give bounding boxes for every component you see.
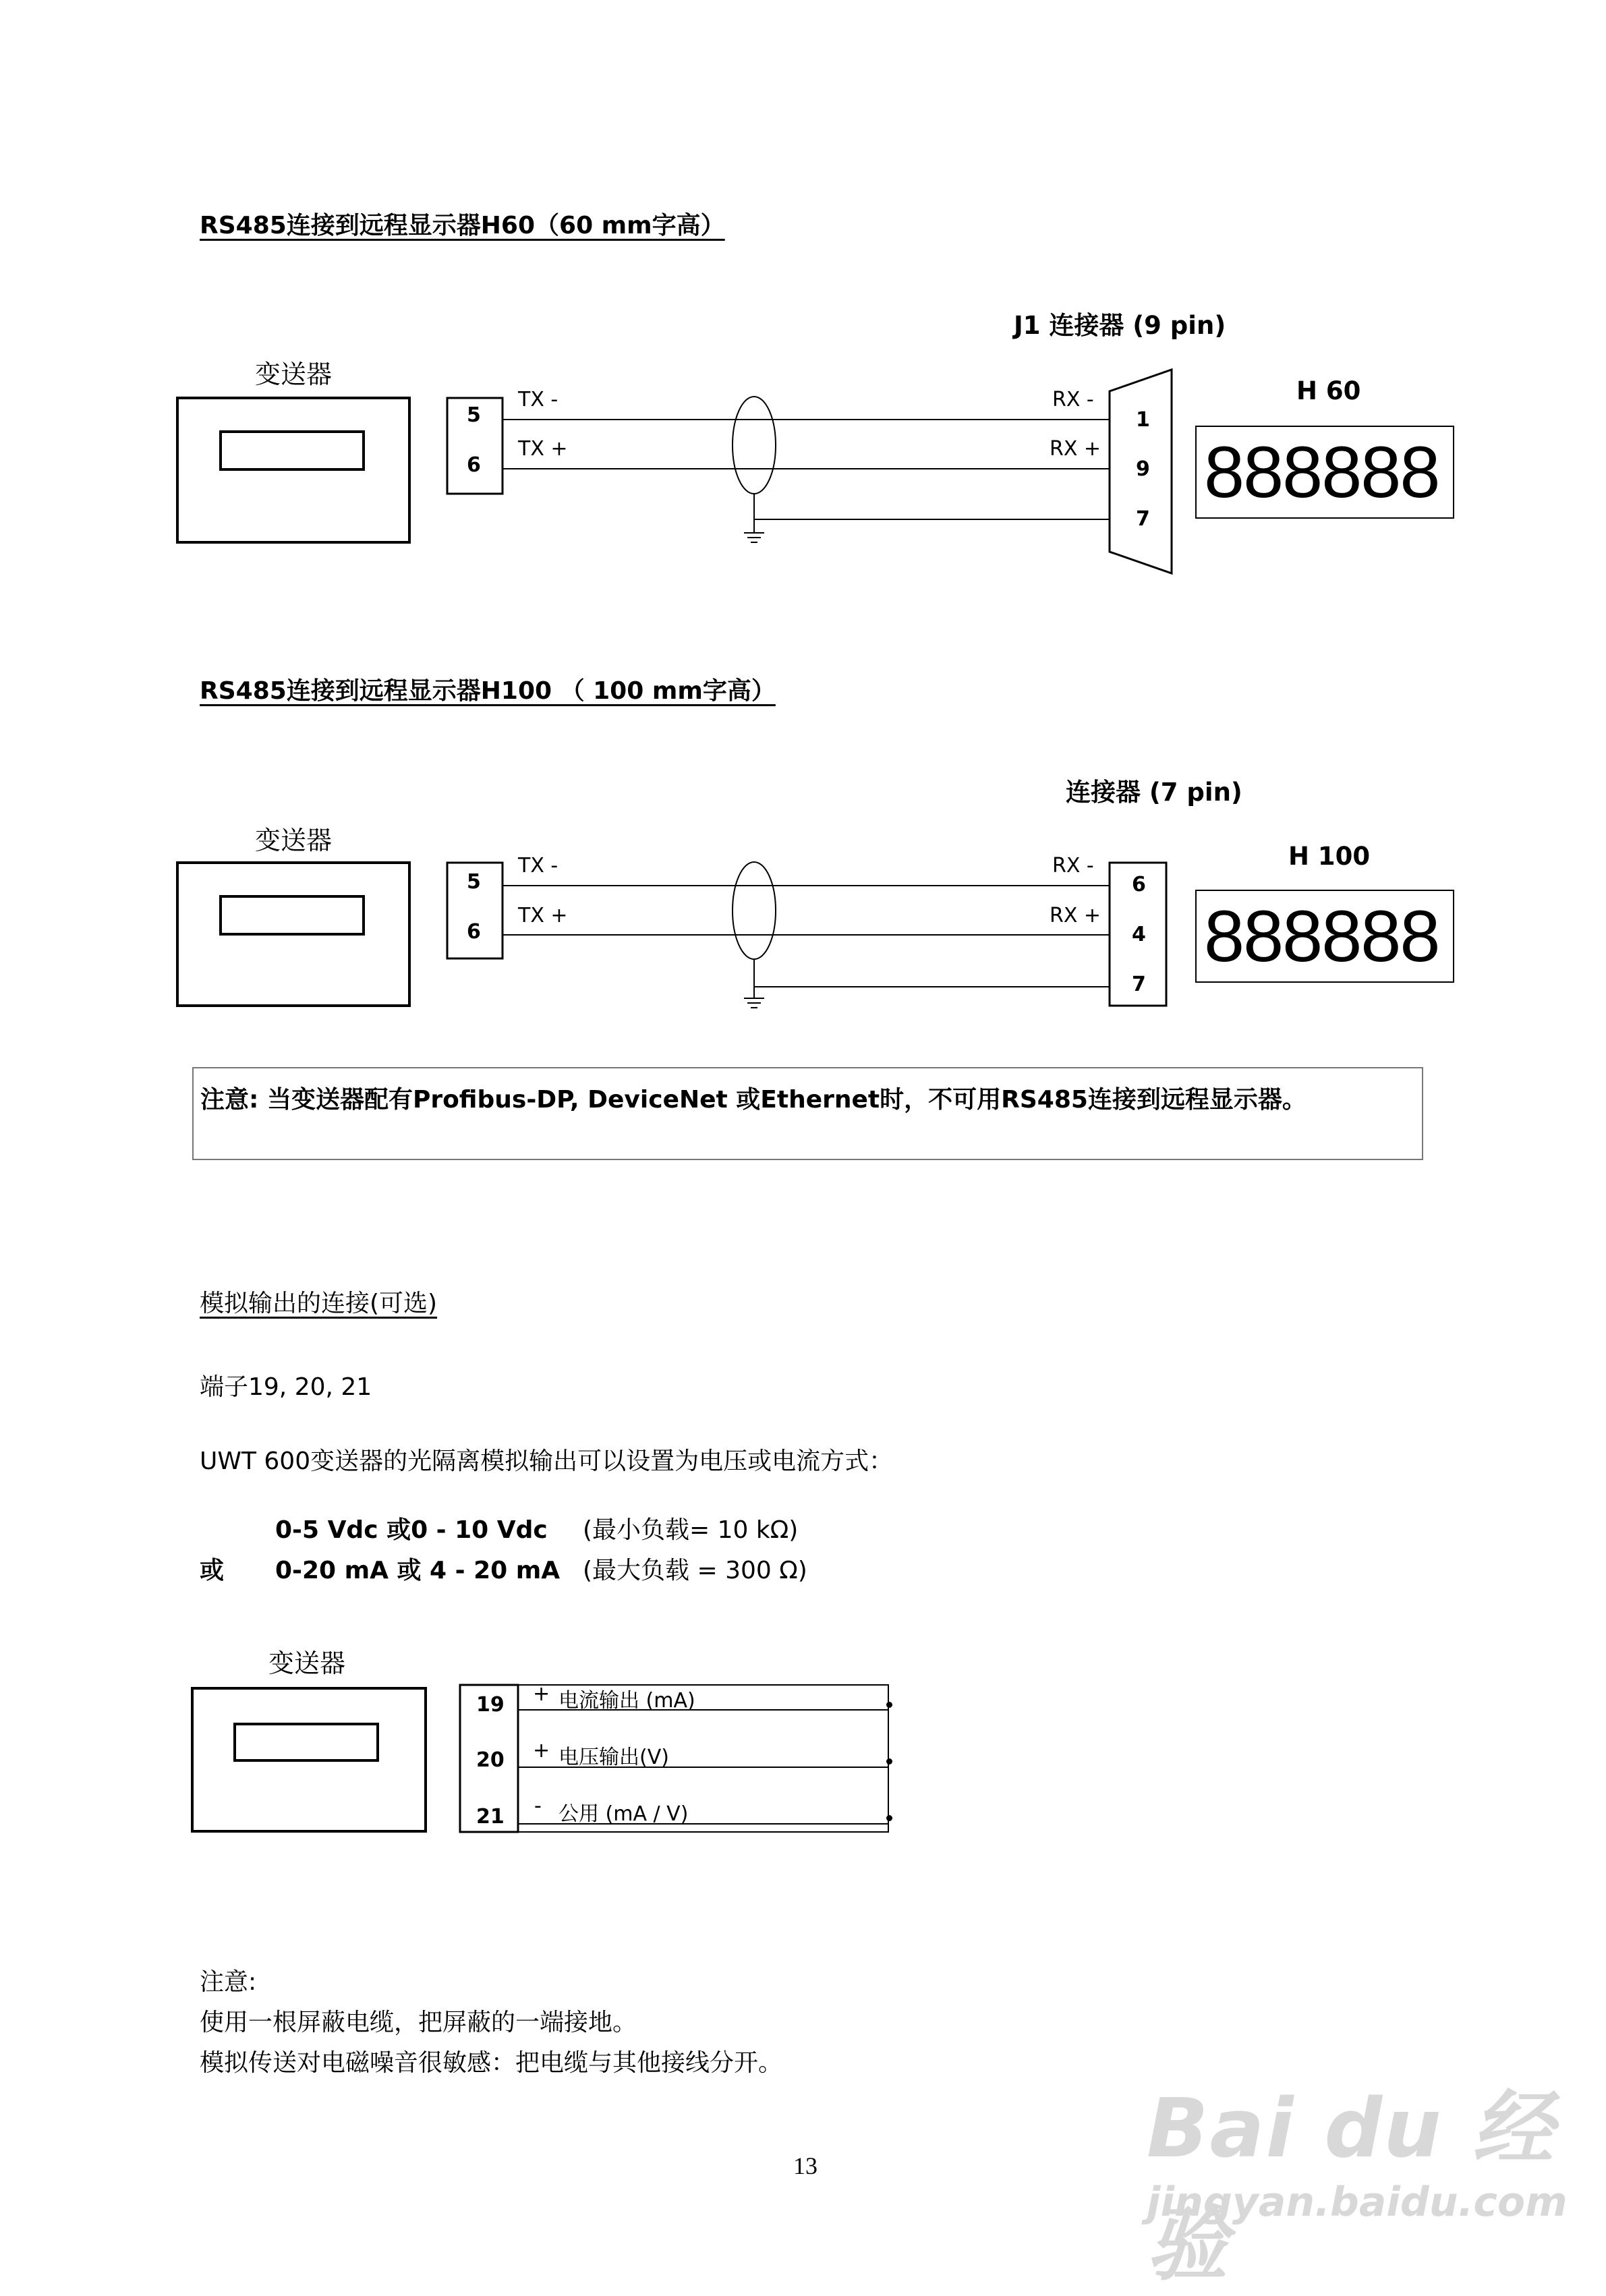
transmitter-display-h100 xyxy=(221,896,364,934)
terminal-21: 21 xyxy=(476,1805,505,1829)
notes-heading: 注意: xyxy=(200,1968,257,1996)
terminal-5-h100: 5 xyxy=(467,870,481,894)
tx-minus-label-h100: TX - xyxy=(518,854,558,878)
pin-1-h60: 1 xyxy=(1136,408,1150,432)
analog-terminals: 端子19, 20, 21 xyxy=(200,1373,372,1401)
tx-minus-label-h60: TX - xyxy=(518,388,558,411)
pin-6-h100: 6 xyxy=(1132,873,1146,896)
terminal-20: 20 xyxy=(476,1748,505,1772)
transmitter-label-analog: 变送器 xyxy=(268,1648,346,1678)
notes-line-1: 使用一根屏蔽电缆，把屏蔽的一端接地。 xyxy=(200,2009,637,2036)
current-range: 0-20 mA 或 4 - 20 mA xyxy=(275,1557,561,1584)
baidu-watermark-brand: Bai du 经验 xyxy=(1147,2082,1555,2292)
display-value-h100: 888888 xyxy=(1204,895,1439,977)
output-19-terminal-dot xyxy=(886,1702,892,1708)
output-20-label: 电压输出(V) xyxy=(558,1746,669,1769)
pin-4-h100: 4 xyxy=(1132,923,1146,946)
transmitter-label-h100: 变送器 xyxy=(255,826,333,855)
display-value-h60: 888888 xyxy=(1204,431,1439,513)
analog-title: 模拟输出的连接(可选) xyxy=(200,1290,438,1317)
rs485-note-prefix: 注意: xyxy=(200,1086,259,1114)
output-21-terminal-dot xyxy=(886,1815,892,1821)
page-number: 13 xyxy=(793,2152,818,2179)
transmitter-display-analog xyxy=(235,1724,378,1760)
rx-plus-label-h60: RX + xyxy=(1050,437,1101,461)
terminal-19: 19 xyxy=(476,1693,505,1717)
voltage-load: (最小负载= 10 kΩ) xyxy=(583,1516,799,1544)
rx-minus-label-h100: RX - xyxy=(1052,854,1094,878)
or-label: 或 xyxy=(200,1557,225,1584)
transmitter-label-h60: 变送器 xyxy=(255,360,333,389)
rs485-note-body: 当变送器配有Profibus-DP, DeviceNet 或Ethernet时，不可用RS485连接到远程显示器。 xyxy=(258,1086,1307,1114)
current-load: (最大负载 = 300 Ω) xyxy=(583,1557,807,1584)
terminal-6-h60: 6 xyxy=(467,453,481,477)
notes-line-2: 模拟传送对电磁噪音很敏感：把电缆与其他接线分开。 xyxy=(200,2049,783,2077)
pin-7-h60: 7 xyxy=(1136,507,1150,531)
shield-ellipse-h60 xyxy=(733,397,776,494)
connector-label-h60: J1 连接器 (9 pin) xyxy=(1014,311,1226,340)
pin-7-h100: 7 xyxy=(1132,973,1146,996)
analog-description: UWT 600变送器的光隔离模拟输出可以设置为电压或电流方式： xyxy=(200,1447,894,1475)
output-21-label: 公用 (mA / V) xyxy=(558,1802,689,1826)
display-label-h60: H 60 xyxy=(1296,376,1361,405)
section-title-h100: RS485连接到远程显示器H100 （ 100 mm字高） xyxy=(200,677,776,705)
terminal-6-h100: 6 xyxy=(467,920,481,944)
rs485-note-box xyxy=(192,1067,1423,1160)
rx-plus-label-h100: RX + xyxy=(1050,904,1101,927)
tx-plus-label-h100: TX + xyxy=(518,904,568,927)
terminal-5-h60: 5 xyxy=(467,403,481,427)
voltage-range: 0-5 Vdc 或0 - 10 Vdc xyxy=(275,1516,548,1544)
display-label-h100: H 100 xyxy=(1288,842,1371,871)
pin-9-h60: 9 xyxy=(1136,457,1150,481)
rx-minus-label-h60: RX - xyxy=(1052,388,1094,411)
baidu-watermark-url: jingyan.baidu.com xyxy=(1147,2179,1568,2226)
output-21-sign: - xyxy=(534,1794,542,1818)
tx-plus-label-h60: TX + xyxy=(518,437,568,461)
output-19-sign: + xyxy=(533,1682,550,1706)
output-20-terminal-dot xyxy=(886,1758,892,1764)
output-20-sign: + xyxy=(533,1739,550,1762)
section-title-h60: RS485连接到远程显示器H60（60 mm字高） xyxy=(200,212,725,239)
transmitter-display-h60 xyxy=(221,432,364,469)
shield-ellipse-h100 xyxy=(733,862,776,959)
output-19-label: 电流输出 (mA) xyxy=(558,1689,695,1713)
connector-label-h100: 连接器 (7 pin) xyxy=(1066,778,1242,807)
rs485-note-text xyxy=(200,1081,1307,1115)
